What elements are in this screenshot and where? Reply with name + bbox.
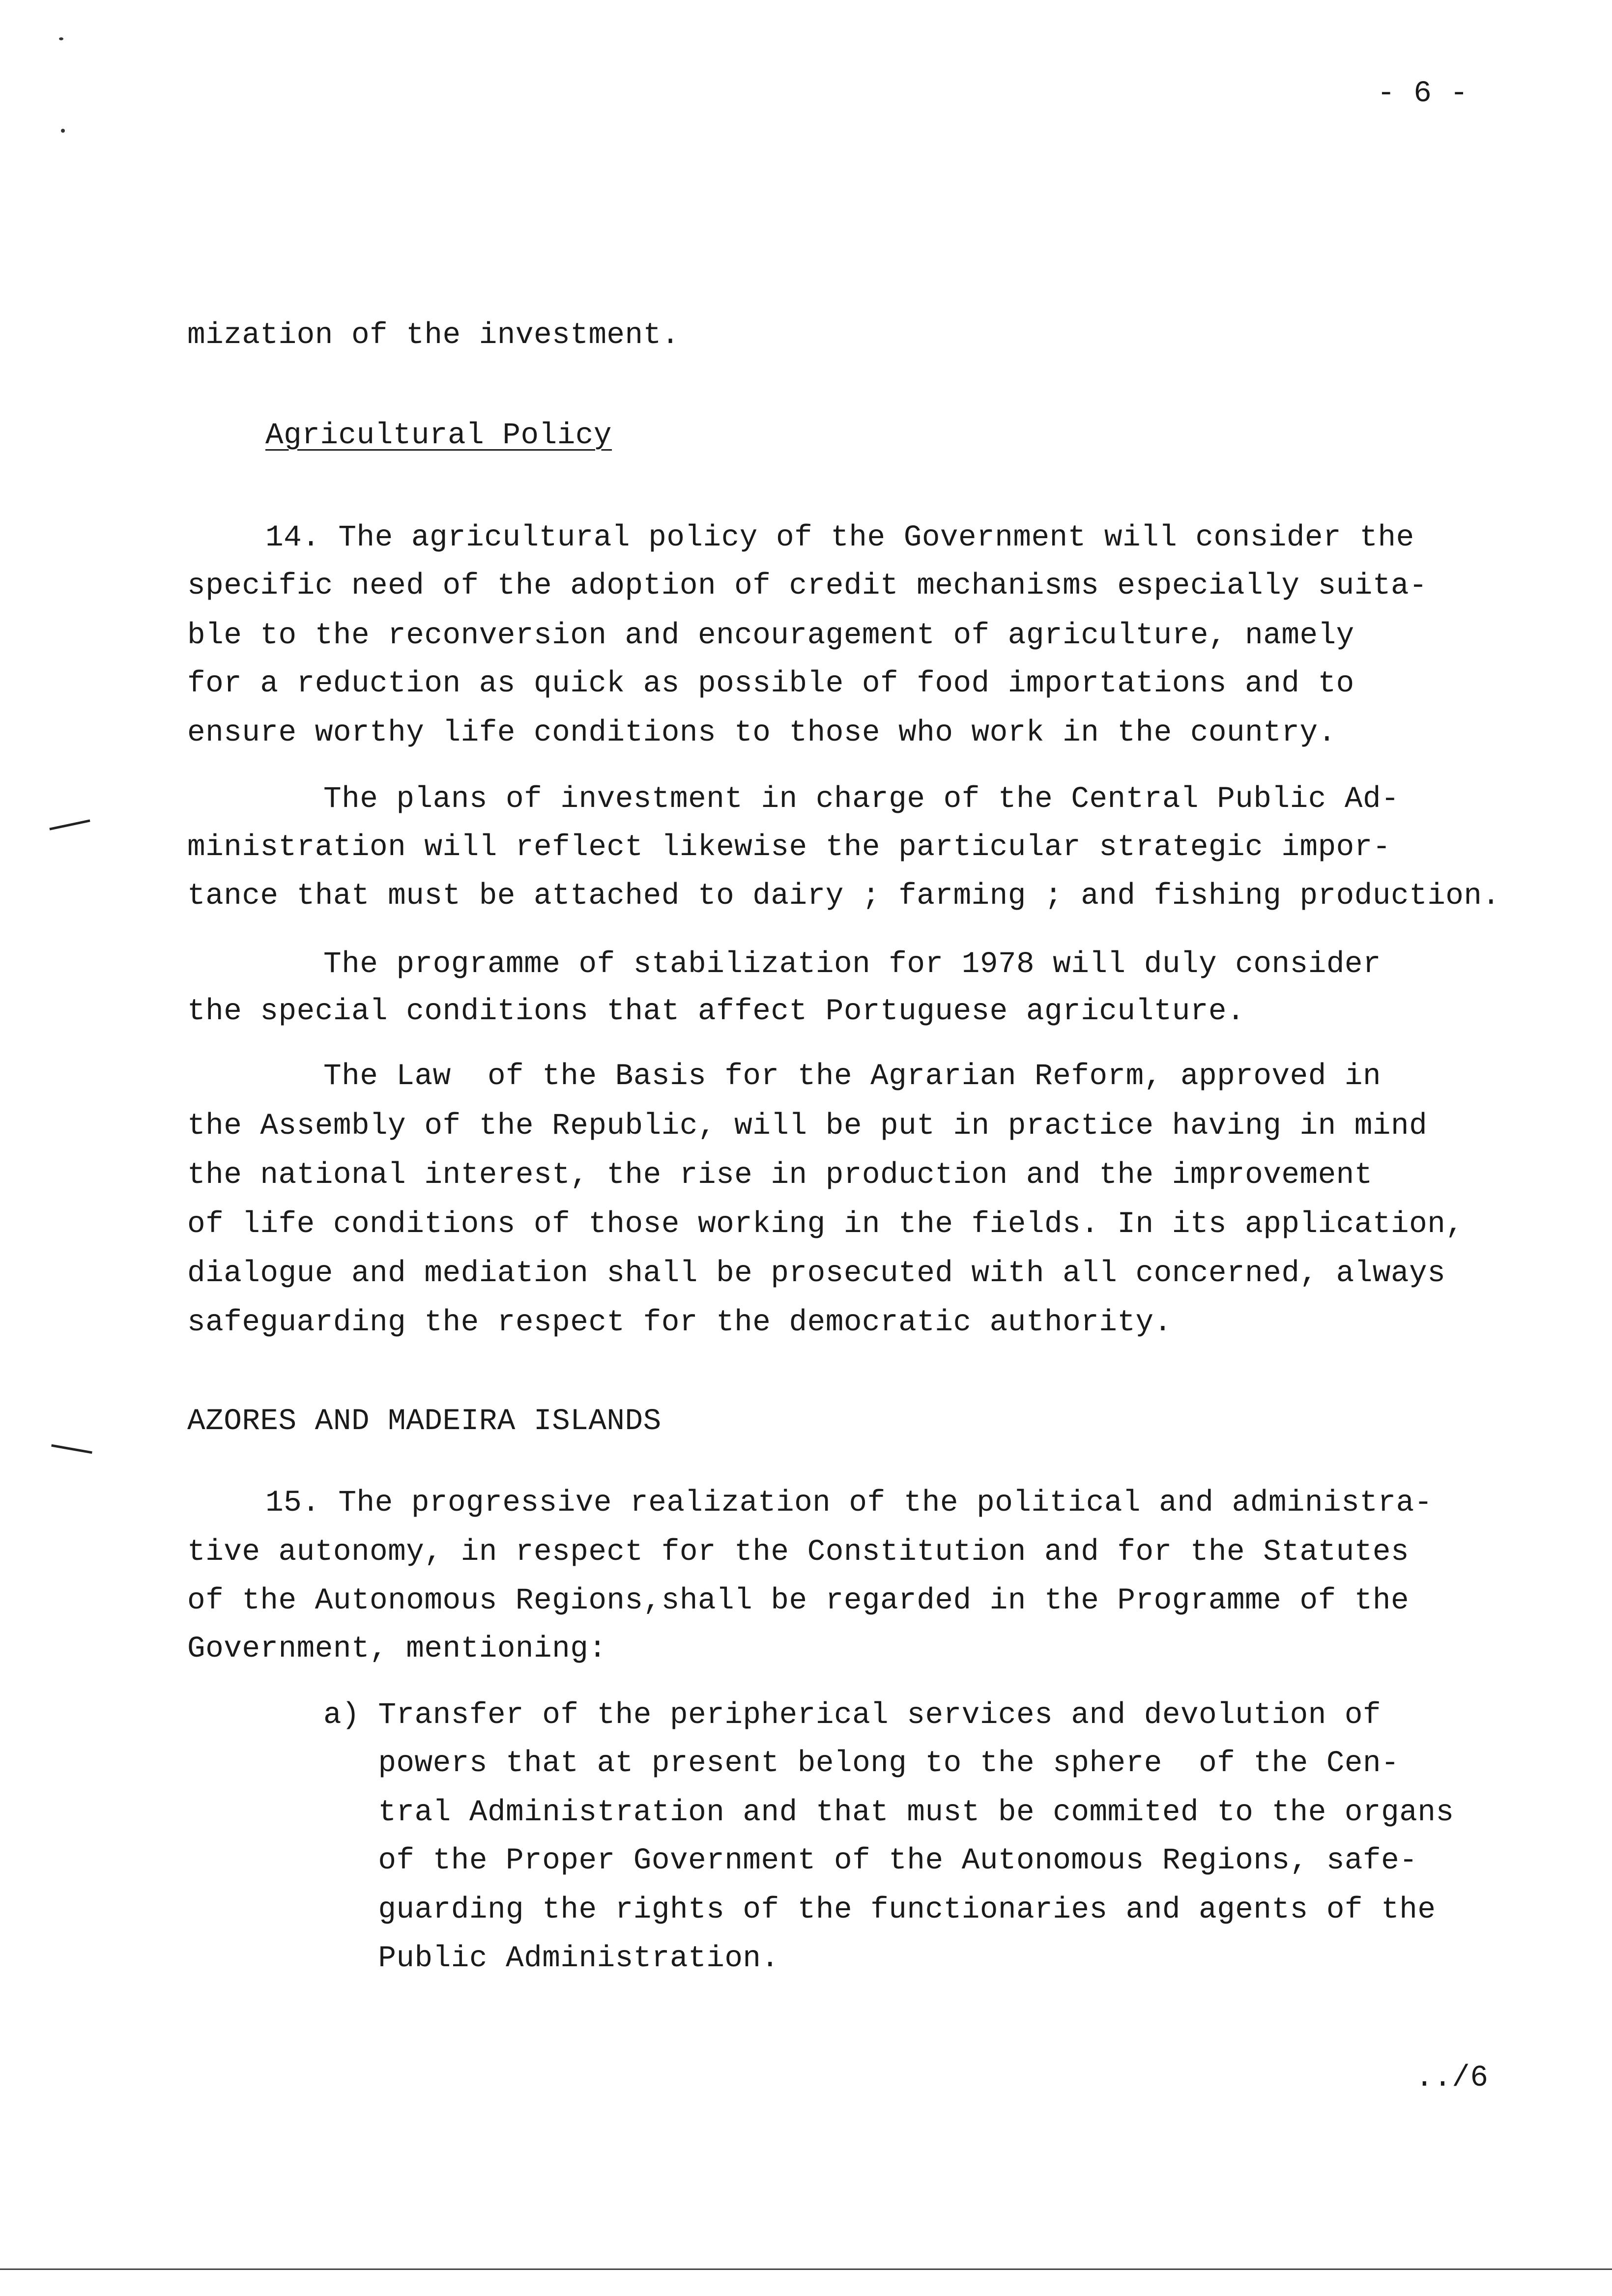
list-item-line: tral Administration and that must be commited to the organs	[323, 1796, 1454, 1830]
margin-dot	[61, 129, 65, 133]
paragraph-line: 14. The agricultural policy of the Government will consider the	[265, 521, 1414, 555]
margin-tick	[49, 819, 90, 830]
section-heading: Agricultural Policy	[265, 419, 612, 453]
paragraph-line: of the Autonomous Regions,shall be regarded in the Programme of the	[187, 1584, 1410, 1618]
paragraph-line: 15. The progressive realization of the political and administra-	[265, 1486, 1433, 1520]
list-item-line: powers that at present belong to the sphere of the Cen-	[323, 1747, 1400, 1780]
paragraph-line: The Law of the Basis for the Agrarian Reform, approved in	[323, 1060, 1382, 1093]
paragraph-line: ministration will reflect likewise the particular strategic impor-	[187, 831, 1391, 864]
paragraph-line: the national interest, the rise in production and the improvement	[187, 1158, 1373, 1192]
paragraph-line: for a reduction as quick as possible of food importations and to	[187, 667, 1354, 701]
list-item-line: a) Transfer of the peripherical services and devolution of	[323, 1698, 1382, 1732]
paragraph-line: The plans of investment in charge of the Central Public Ad-	[323, 782, 1400, 816]
bottom-rule	[0, 2268, 1612, 2270]
list-item-line: Public Administration.	[323, 1942, 779, 1976]
paragraph-line: dialogue and mediation shall be prosecuted with all concerned, always	[187, 1257, 1446, 1291]
margin-tick	[51, 1444, 92, 1454]
continuation-marker: ../6	[1415, 2061, 1489, 2095]
paragraph-line: tive autonomy, in respect for the Constitution and for the Statutes	[187, 1535, 1410, 1569]
paragraph-line: tance that must be attached to dairy ; farming ; and fishing production.	[187, 879, 1500, 913]
list-item-line: guarding the rights of the functionaries and agents of the	[323, 1893, 1436, 1927]
paragraph-line: ensure worthy life conditions to those who work in the country.	[187, 716, 1336, 750]
page-number: - 6 -	[1377, 77, 1468, 111]
paragraph-line: specific need of the adoption of credit mechanisms especially suita-	[187, 569, 1428, 603]
continuation-line: mization of the investment.	[187, 318, 680, 352]
section-heading-azores: AZORES AND MADEIRA ISLANDS	[187, 1405, 662, 1438]
paragraph-line: ble to the reconversion and encouragement of agriculture, namely	[187, 619, 1354, 653]
paragraph-line: the Assembly of the Republic, will be put in practice having in mind	[187, 1109, 1428, 1143]
paragraph-line: the special conditions that affect Portuguese agriculture.	[187, 995, 1245, 1029]
margin-dot	[59, 37, 63, 40]
list-item-line: of the Proper Government of the Autonomous Regions, safe-	[323, 1844, 1418, 1878]
paragraph-line: safeguarding the respect for the democratic authority.	[187, 1306, 1172, 1340]
paragraph-line: The programme of stabilization for 1978 will duly consider	[323, 947, 1382, 981]
paragraph-line: of life conditions of those working in the fields. In its application,	[187, 1207, 1464, 1241]
paragraph-line: Government, mentioning:	[187, 1632, 607, 1666]
